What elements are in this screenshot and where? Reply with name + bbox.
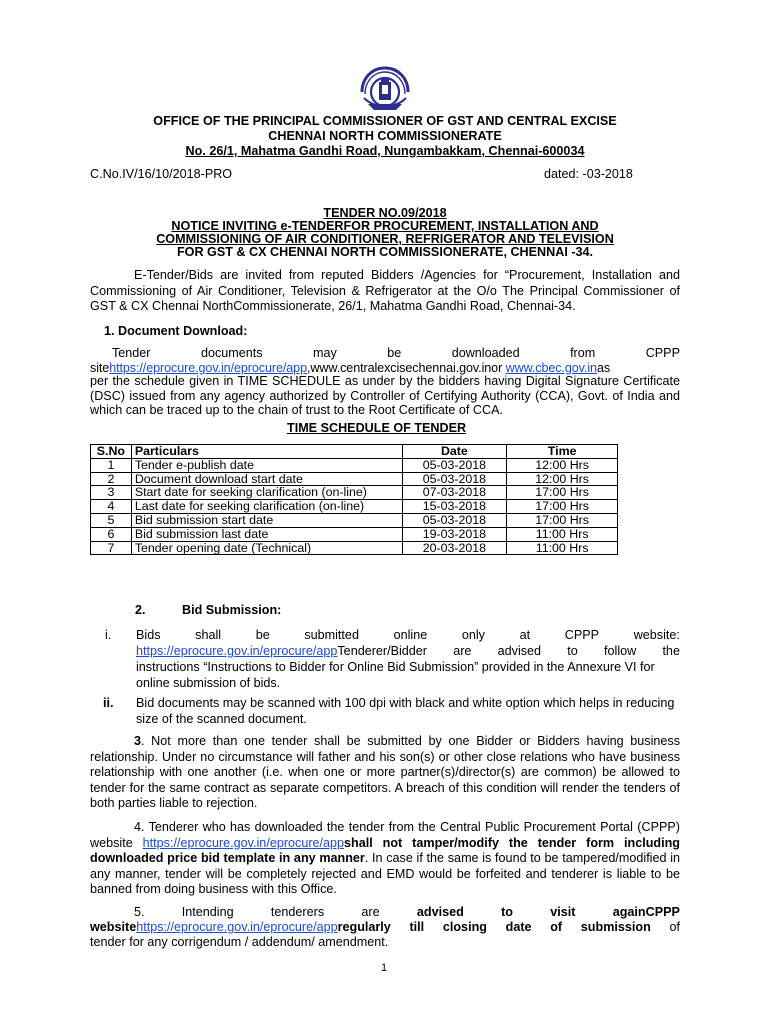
word: advised: [497, 644, 542, 658]
cell-time: 17:00 Hrs: [507, 500, 618, 514]
cell-particulars: Tender e-publish date: [131, 458, 402, 472]
header-sno: S.No: [91, 445, 132, 459]
cell-time: 12:00 Hrs: [507, 472, 618, 486]
section-3-number: 3: [134, 734, 142, 748]
text: ,www.centralexcisechennai.gov.inor: [307, 361, 506, 375]
address-line-wrap: [90, 144, 680, 159]
word: only: [461, 628, 485, 642]
tender-title-line1: NOTICE INVITING e-TENDERFOR PROCUREMENT, INSTALLATION AND: [171, 219, 599, 233]
intro-paragraph: E-Tender/Bids are invited from reputed Bidders /Agencies for “Procurement, Installation and Commissioning of Air Conditioner, Television & Refrigerator at the O/o The Principal Commissioner of GST & CX Chennai NorthCommissionerate, 26/1, Mahatma Gandhi Road, Chennai-34.: [90, 268, 680, 314]
word: againCPPP: [612, 905, 680, 919]
section-4-bold: shall not tamper/modify the tender form including downloaded price bid template in any manner: [90, 835, 681, 866]
word: Bids: [136, 628, 161, 642]
cell-particulars: Tender opening date (Technical): [131, 541, 402, 555]
word: 5.: [134, 905, 145, 919]
cell-date: 07-03-2018: [402, 486, 507, 500]
word: to: [501, 905, 513, 919]
section-3-text: . Not more than one tender shall be submitted by one Bidder or Bidders having business relationship. Under no circumstance will father and his son(s) or other close relations who have business relationship with one another (i.e. when one or more partner(s)/director(s) are common) be allowed to tender for the same contract as separate competitors. A breach of this condition will render the tenders of both parties liable to rejection.: [90, 734, 680, 811]
table-row: [91, 486, 618, 500]
word: advised: [416, 905, 464, 919]
cell-date: 05-03-2018: [402, 513, 507, 527]
word: submitted: [304, 628, 359, 642]
item-i-line1: [136, 628, 680, 642]
word: visit: [550, 905, 576, 919]
cell-date: 05-03-2018: [402, 472, 507, 486]
table-row: [91, 513, 618, 527]
page-number: 1: [381, 962, 388, 974]
section-4-post: . In case if the same is found to be tampered/modified in any manner, tender will be completely rejected and EMD would be forfeited and tenderer is liable to be banned from doing business with this Office.: [90, 851, 680, 897]
word: Tenderer/Bidder: [337, 644, 427, 658]
word: are: [361, 905, 380, 919]
text: as: [596, 361, 611, 375]
cell-sno: 4: [91, 500, 132, 514]
section-1-line1: [112, 346, 680, 360]
word: website:: [633, 628, 680, 642]
cell-time: 17:00 Hrs: [507, 513, 618, 527]
table-row: [91, 458, 618, 472]
word: shall: [195, 628, 222, 642]
word: from: [570, 346, 596, 360]
word: the: [662, 644, 680, 658]
cell-sno: 5: [91, 513, 132, 527]
schedule-body: [91, 445, 618, 555]
commissionerate-title: CHENNAI NORTH COMMISSIONERATE: [268, 129, 502, 143]
section-5-line2: [90, 920, 680, 934]
cell-sno: 6: [91, 527, 132, 541]
cell-date: 05-03-2018: [402, 458, 507, 472]
word: downloaded: [451, 346, 520, 360]
word: online: [393, 628, 428, 642]
header-date: Date: [402, 445, 507, 459]
cbec-emblem-icon: [358, 64, 412, 116]
cell-time: 12:00 Hrs: [507, 458, 618, 472]
section-5-line3: tender for any corrigendum / addendum/ amendment.: [90, 935, 389, 949]
cell-sno: 1: [91, 458, 132, 472]
cell-sno: 7: [91, 541, 132, 555]
section-5-post: of: [650, 920, 680, 934]
word: Tender: [112, 346, 151, 360]
word: documents: [200, 346, 263, 360]
office-title: OFFICE OF THE PRINCIPAL COMMISSIONER OF GST AND CENTRAL EXCISE: [153, 114, 617, 128]
cell-sno: 3: [91, 486, 132, 500]
reference-date: dated: -03-2018: [544, 167, 633, 181]
table-row: [91, 500, 618, 514]
section-2-heading: Bid Submission:: [182, 603, 282, 617]
section-1-line2: [90, 361, 680, 375]
section-2-number: 2.: [135, 603, 146, 617]
schedule-title: TIME SCHEDULE OF TENDER: [287, 421, 467, 435]
word: to: [567, 644, 578, 658]
eprocure-link-3[interactable]: https://eprocure.gov.in/eprocure/app: [142, 835, 345, 850]
word: tenderers: [270, 905, 325, 919]
section-1-heading: 1. Document Download:: [104, 324, 248, 338]
eprocure-link-4[interactable]: https://eprocure.gov.in/eprocure/app: [136, 920, 338, 934]
item-ii-text: Bid documents may be scanned with 100 dpi with black and white option which helps in reducing size of the scanned document.: [136, 696, 675, 726]
word: follow: [604, 644, 637, 658]
table-row: [91, 541, 618, 555]
word: be: [387, 346, 402, 360]
word: Intending: [181, 905, 234, 919]
cell-particulars: Last date for seeking clarification (on-line): [131, 500, 402, 514]
tender-title-line3: FOR GST & CX CHENNAI NORTH COMMISSIONERATE, CHENNAI -34.: [176, 245, 594, 259]
section-5-line1: [134, 905, 680, 919]
item-i-label: i.: [105, 628, 112, 642]
section-3-paragraph: [90, 734, 680, 812]
cell-date: 15-03-2018: [402, 500, 507, 514]
cbec-link[interactable]: www.cbec.gov.in: [505, 361, 597, 375]
section-5-bold-pre: website: [90, 920, 137, 934]
time-schedule-table: [90, 444, 618, 555]
header-particulars: Particulars: [131, 445, 402, 459]
cell-particulars: Bid submission last date: [131, 527, 402, 541]
cell-time: 11:00 Hrs: [507, 527, 618, 541]
cell-particulars: Start date for seeking clarification (on-line): [131, 486, 402, 500]
word: may: [313, 346, 337, 360]
section-1-body: per the schedule given in TIME SCHEDULE as under by the bidders having Digital Signature Certificate (DSC) issued from any agency authorized by Controller of Certifying Authority (CCA), Govt. of India and which can be traced up to the chain of trust to the Root Certificate of CCA.: [90, 374, 680, 418]
link-word-wrap: [136, 644, 427, 658]
item-i-line2: [136, 644, 680, 658]
cell-particulars: Document download start date: [131, 472, 402, 486]
section-4-paragraph: [90, 820, 680, 898]
tender-number: TENDER NO.09/2018: [323, 206, 447, 220]
word: CPPP: [645, 346, 680, 360]
word: CPPP: [564, 628, 600, 642]
cell-time: 17:00 Hrs: [507, 486, 618, 500]
cell-sno: 2: [91, 472, 132, 486]
cell-time: 11:00 Hrs: [507, 541, 618, 555]
eprocure-link[interactable]: https://eprocure.gov.in/eprocure/app: [109, 361, 307, 375]
table-row: [91, 527, 618, 541]
cell-particulars: Bid submission start date: [131, 513, 402, 527]
word: at: [519, 628, 531, 642]
word: be: [255, 628, 270, 642]
item-ii-label: ii.: [103, 696, 114, 710]
office-address: No. 26/1, Mahatma Gandhi Road, Nungambakkam, Chennai-600034: [185, 144, 585, 158]
reference-number: C.No.IV/16/10/2018-PRO: [90, 167, 233, 181]
section-4-text: 4. Tenderer who has downloaded the tender from the Central Public Procurement Portal (CPPP) website: [90, 820, 680, 850]
item-i-rest: instructions “Instructions to Bidder for Online Bid Submission” provided in the Annexure VI for online submission of bids.: [136, 660, 655, 690]
cell-date: 20-03-2018: [402, 541, 507, 555]
section-5-bold-post: regularly till closing date of submission: [337, 920, 651, 934]
word: are: [453, 644, 472, 658]
eprocure-link-2[interactable]: https://eprocure.gov.in/eprocure/app: [136, 644, 338, 658]
tender-title-line2: COMMISSIONING OF AIR CONDITIONER, REFRIGERATOR AND TELEVISION: [156, 232, 614, 246]
cell-date: 19-03-2018: [402, 527, 507, 541]
table-row: [91, 472, 618, 486]
header-time: Time: [507, 445, 618, 459]
table-header-row: [91, 445, 618, 459]
text: site: [90, 361, 110, 375]
